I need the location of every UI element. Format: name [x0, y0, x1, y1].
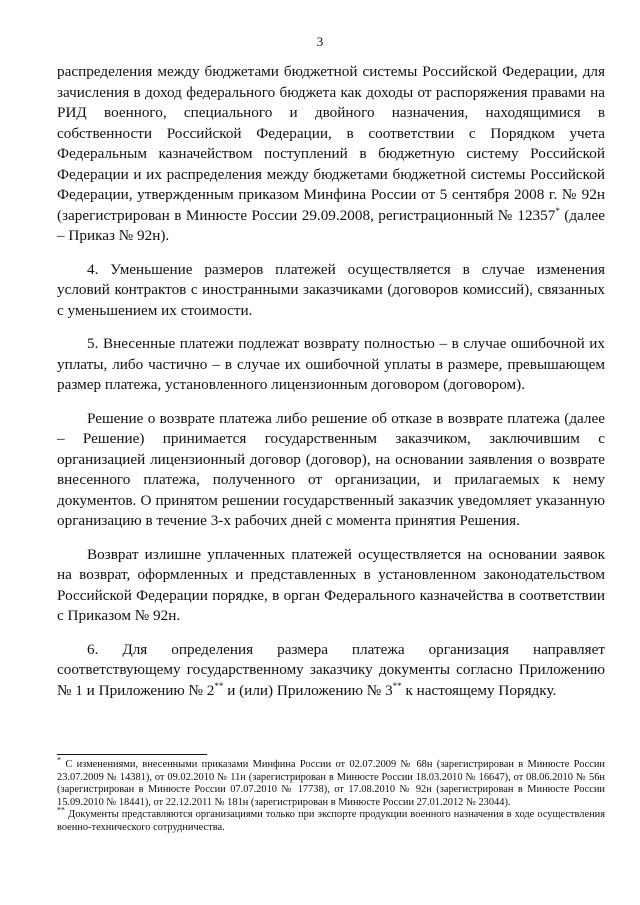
paragraph-text: 6. Для определения размера платежа организация направляет соответствующему государственному заказчику документы согласно Приложению № 1 и Приложению № 2 [57, 640, 605, 699]
paragraph-continuation [57, 62, 605, 247]
footnote-ref: * [555, 205, 560, 216]
paragraph-text: к настоящему Порядку. [401, 681, 557, 699]
footnote-mark: * [57, 755, 61, 765]
footnote-ref: ** [214, 680, 224, 691]
paragraph-tail: (далее – Приказ № 92н). [57, 206, 605, 244]
paragraph-text: и (или) Приложению № 3 [223, 681, 393, 699]
page-number: 3 [316, 34, 324, 49]
paragraph-item-5: 5. Внесенные платежи подлежат возврату полностью – в случае ошибочной их уплаты, либо частично – в случае их ошибочной уплаты в размере, превышающем размер платежа, установленного лицензионным договором (договором). [57, 335, 605, 393]
footnotes [57, 755, 605, 835]
document-body [57, 62, 605, 714]
footnote-2 [57, 805, 605, 834]
footnote-mark: ** [57, 805, 65, 815]
footnote-text: Документы представляются организациями только при экспорте продукции военного назначения в ходе осуществления военно-технического сотрудничества. [57, 809, 605, 833]
paragraph-item-6 [57, 640, 605, 702]
footnote-divider [57, 754, 207, 755]
paragraph-text: распределения между бюджетами бюджетной системы Российской Федерации, для зачисления в доход федерального бюджета как доходы от распоряжения правами на РИД военного, специального и двойного назначения, находящимися в собственности Российской Федерации, в соответствии с Порядком учета Федеральным казначейством поступлений в бюджетную систему Российской Федерации и их распределения между бюджетами бюджетной системы Российской Федерации, утвержденным приказом Минфина России от 5 сентября 2008 г. № 92н (зарегистрирован в Минюсте России 29.09.2008, регистрационный № 12357 [57, 63, 605, 224]
paragraph-item-4: 4. Уменьшение размеров платежей осуществляется в случае изменения условий контрактов с иностранными заказчиками (договоров комиссий), связанных с уменьшением их стоимости. [57, 260, 605, 319]
paragraph-refund: Возврат излишне уплаченных платежей осуществляется на основании заявок на возврат, оформленных и представленных в установленном законодательством Российской Федерации порядке, в орган Федерального казначейства в соответствии с Приказом № 92н. [57, 545, 605, 624]
footnote-text: С изменениями, внесенными приказами Минфина России от 02.07.2009 № 68н (зарегистрирован в Минюсте России 23.07.2009 № 14381), от 09.02.2010 № 11н (зарегистрирован в Минюсте России 18.03.2010 № 16647), от 08.06.2010 № 56н (зарегистрирован в Минюсте России 07.07.2010 № 17738), от 17.08.2010 № 92н (зарегистрирован в Минюсте России 15.09.2010 № 18441), от 22.12.2011 № 181н (зарегистрирован в Минюсте России 27.01.2012 № 23044). [57, 759, 605, 808]
footnote-ref: ** [392, 680, 402, 691]
footnote-1 [57, 755, 605, 809]
paragraph-decision: Решение о возврате платежа либо решение об отказе в возврате платежа (далее – Решение) принимается государственным заказчиком, заключившим с организацией лицензионный договор (договор), на основании заявления о возврате внесенного платежа, полученного от организации, и прилагаемых к нему документов. О принятом решении государственный заказчик уведомляет указанную организацию в течение 3-х рабочих дней с момента принятия Решения. [57, 409, 605, 529]
